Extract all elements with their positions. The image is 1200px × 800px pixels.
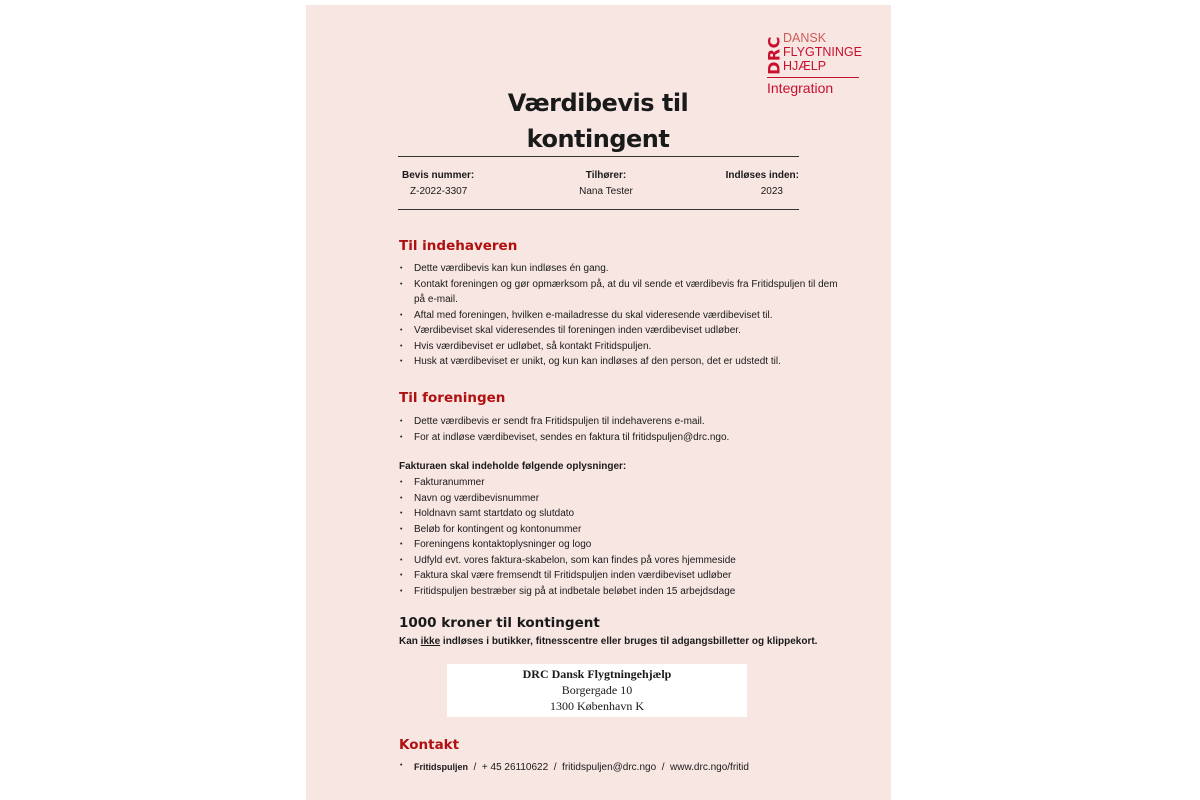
association-list bbox=[399, 414, 839, 445]
bullet: • bbox=[400, 762, 403, 769]
voucher-page bbox=[306, 5, 891, 800]
holder-list bbox=[399, 261, 839, 370]
drc-logo-mark: DRC bbox=[764, 36, 784, 75]
list-item: • Dette værdibevis kan kun indløses én gang. bbox=[399, 261, 839, 277]
list-item: • Holdnavn samt startdato og slutdato bbox=[399, 506, 839, 522]
list-item: • Aftal med foreningen, hvilken e-mailadresse du skal videresende værdibeviset til. bbox=[399, 308, 839, 324]
address-street: Borgergade 10 bbox=[561, 683, 633, 697]
voucher-owner: Tilhører: Nana Tester bbox=[579, 170, 633, 197]
document-title: Værdibevis til kontingent bbox=[507, 89, 689, 153]
usage-note: Kan ikke indløses i butikker, fitnesscentre eller bruges til adgangsbilletter og klippekort. bbox=[399, 636, 818, 647]
logo-line-flygtninge: FLYGTNINGE bbox=[783, 45, 862, 59]
list-item: • Hvis værdibeviset er udløbet, så kontakt Fritidspuljen. bbox=[399, 339, 839, 355]
list-item: • For at indløse værdibeviset, sendes en faktura til fritidspuljen@drc.ngo. bbox=[399, 430, 839, 446]
logo-divider bbox=[767, 77, 859, 78]
voucher-redeem-before: Indløses inden: 2023 bbox=[725, 170, 799, 197]
contact-line bbox=[399, 762, 749, 773]
address-city: 1300 København K bbox=[550, 699, 644, 713]
invoice-lead: Fakturaen skal indeholde følgende oplysninger: bbox=[399, 461, 627, 472]
holder-heading: Til indehaveren bbox=[399, 238, 518, 254]
meta-top-divider bbox=[398, 156, 799, 157]
list-item: • Udfyld evt. vores faktura-skabelon, som kan findes på vores hjemmeside bbox=[399, 553, 839, 569]
logo-subtitle: Integration bbox=[767, 80, 834, 96]
association-heading: Til foreningen bbox=[399, 390, 506, 406]
address-name: DRC Dansk Flygtningehjælp bbox=[522, 667, 672, 681]
logo-line-hjaelp: HJÆLP bbox=[783, 59, 827, 73]
meta-bottom-divider bbox=[398, 209, 799, 210]
contact-name: Fritidspuljen bbox=[414, 762, 468, 772]
list-item: • Beløb for kontingent og kontonummer bbox=[399, 522, 839, 538]
list-item: • Dette værdibevis er sendt fra Fritidspuljen til indehaverens e-mail. bbox=[399, 414, 839, 430]
list-item: • Husk at værdibeviset er unikt, og kun kan indløses af den person, det er udstedt til. bbox=[399, 354, 839, 370]
list-item: • Fritidspuljen bestræber sig på at indbetale beløbet inden 15 arbejdsdage bbox=[399, 584, 839, 600]
list-item: • Faktura skal være fremsendt til Fritidspuljen inden værdibeviset udløber bbox=[399, 568, 839, 584]
list-item: • Kontakt foreningen og gør opmærksom på, at du vil sende et værdibevis fra Fritidspuljen til dem på e-mail. bbox=[399, 277, 839, 308]
list-item: • Navn og værdibevisnummer bbox=[399, 491, 839, 507]
invoice-list bbox=[399, 475, 839, 599]
logo-line-dansk: DANSK bbox=[783, 31, 827, 45]
address-box bbox=[447, 664, 747, 717]
list-item: • Værdibeviset skal videresendes til foreningen inden værdibeviset udløber. bbox=[399, 323, 839, 339]
contact-heading: Kontakt bbox=[399, 737, 460, 753]
contact-details: / + 45 26110622 / fritidspuljen@drc.ngo / www.drc.ngo/fritid bbox=[468, 762, 749, 773]
amount-heading: 1000 kroner til kontingent bbox=[399, 615, 600, 631]
list-item: • Fakturanummer bbox=[399, 475, 839, 491]
voucher-number: Bevis nummer: Z-2022-3307 bbox=[402, 170, 475, 197]
list-item: • Foreningens kontaktoplysninger og logo bbox=[399, 537, 839, 553]
